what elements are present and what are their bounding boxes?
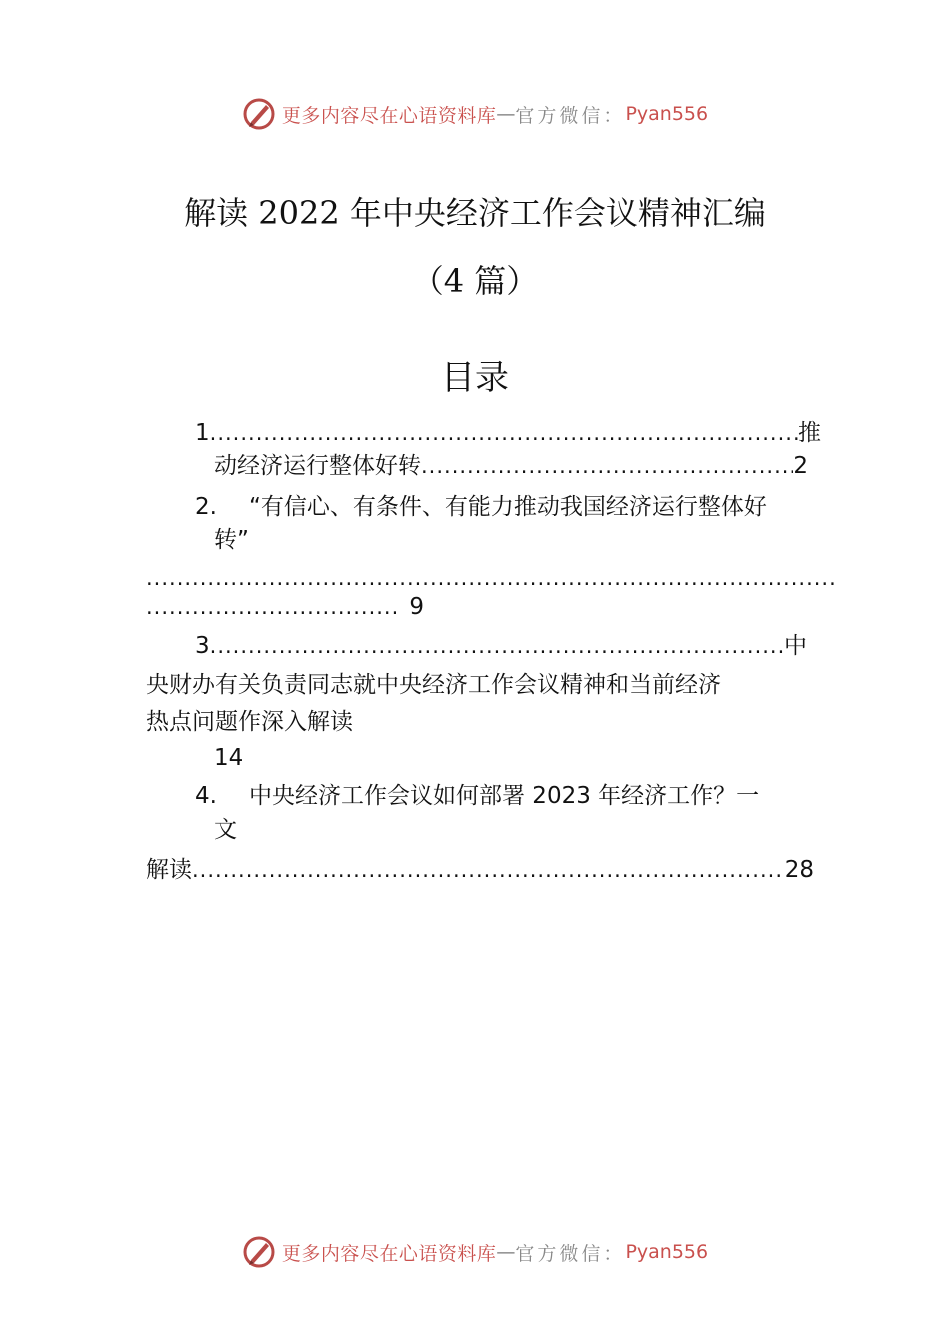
toc-item-3-page-line[interactable]	[214, 743, 314, 773]
toc-item-2-page-line[interactable]	[146, 592, 446, 622]
toc-item-2-leader-line	[146, 563, 836, 593]
toc-item-2-leader	[146, 563, 836, 593]
document-title: 解读 2022 年中央经济工作会议精神汇编	[184, 194, 766, 232]
toc-item-2-page: 9	[409, 594, 424, 620]
toc-item-4-number: 4.	[195, 783, 217, 809]
toc-item-1-line2[interactable]	[214, 451, 808, 481]
header-account: Pyan556	[625, 103, 709, 125]
toc-item-4-page: 28	[784, 857, 814, 883]
toc-item-2-line2[interactable]	[214, 525, 514, 555]
footer-account: Pyan556	[625, 1241, 709, 1263]
toc-item-3-line1[interactable]	[195, 631, 807, 661]
toc-item-1-leader-2	[421, 451, 793, 481]
toc-item-3-title-part1: 中	[784, 633, 807, 659]
toc-item-2-leader-2	[146, 592, 396, 622]
header-wechat-label: 官方微信：	[515, 104, 626, 127]
toc-item-1-line1[interactable]	[195, 418, 821, 448]
toc-item-4-line3[interactable]	[146, 855, 814, 885]
footer-wechat-label: 官方微信：	[515, 1242, 626, 1265]
header-dash: —	[496, 103, 516, 125]
toc-heading: 目录	[441, 358, 509, 398]
toc-item-3-line2[interactable]	[146, 670, 826, 700]
footer-dash: —	[496, 1241, 516, 1263]
toc-item-4-title-part2: 文	[214, 817, 237, 843]
footer-banner	[0, 1232, 950, 1272]
toc-item-1-page: 2	[793, 453, 808, 479]
toc-item-2-title-part2: 转”	[214, 527, 249, 553]
toc-item-3-page: 14	[214, 745, 244, 771]
toc-item-1-number: 1	[195, 420, 210, 446]
toc-item-2-line1[interactable]	[195, 492, 835, 522]
toc-item-2-title-part1: “有信心、有条件、有能力推动我国经济运行整体好	[249, 494, 767, 520]
toc-item-3-title-part2: 央财办有关负责同志就中央经济工作会议精神和当前经济	[146, 672, 721, 698]
toc-item-1-title-part1: 推	[798, 420, 821, 446]
toc-item-4-title-part3: 解读	[146, 857, 192, 883]
toc-item-1-title-part2: 动经济运行整体好转	[214, 453, 421, 479]
toc-item-4-title-part1: 中央经济工作会议如何部署 2023 年经济工作？一	[249, 783, 760, 809]
toc-item-1-leader	[210, 418, 798, 448]
footer-brand-text: 更多内容尽在心语资料库	[281, 1242, 497, 1265]
toc-item-3-number: 3	[195, 633, 210, 659]
document-subtitle: （4 篇）	[411, 262, 539, 300]
pen-logo-icon	[242, 97, 276, 131]
toc-item-3-leader	[210, 631, 784, 661]
pen-logo-icon	[242, 1235, 276, 1269]
header-banner	[0, 94, 950, 134]
toc-item-3-line3[interactable]	[146, 707, 546, 737]
toc-item-2-number: 2.	[195, 494, 217, 520]
toc-item-4-leader	[192, 855, 785, 885]
toc-item-4-line1[interactable]	[195, 781, 835, 811]
toc-item-3-title-part3: 热点问题作深入解读	[146, 709, 353, 735]
header-brand-text: 更多内容尽在心语资料库	[281, 104, 497, 127]
toc-item-4-line2[interactable]	[214, 815, 314, 845]
